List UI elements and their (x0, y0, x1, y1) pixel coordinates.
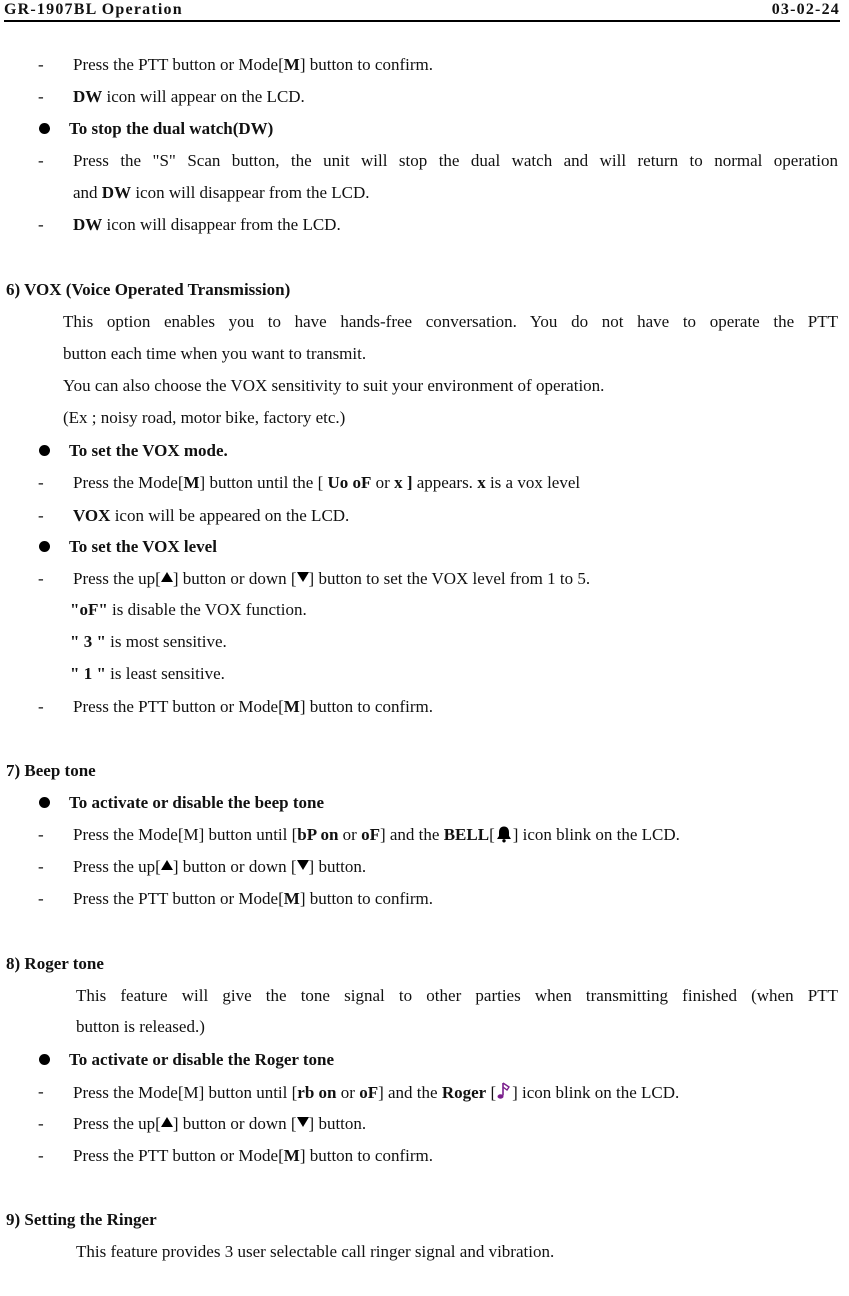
vox-paragraph-line1: This option enables you to have hands-free conversation. You do not have to operate the PTT (63, 312, 838, 331)
vox-level-1-line: " 1 " is least sensitive. (70, 664, 225, 683)
dash-marker: - (38, 697, 44, 716)
vox-paragraph-line4: (Ex ; noisy road, motor bike, factory etc.) (63, 408, 346, 427)
vox-paragraph-line2: button each time when you want to transmit. (63, 344, 367, 363)
down-arrow-icon (297, 860, 309, 870)
vox-confirm-line: Press the PTT button or Mode[M] button to confirm. (73, 697, 433, 716)
down-arrow-icon (297, 1117, 309, 1127)
vox-mode-line2: VOX icon will be appeared on the LCD. (73, 506, 350, 525)
bullet-dot (39, 445, 50, 456)
dash-marker: - (38, 569, 44, 588)
bullet-dot (39, 123, 50, 134)
dw-stop-paragraph-line1: Press the "S" Scan button, the unit will stop the dual watch and will return to normal operation (73, 151, 838, 170)
dw-icon-appear-line: DW icon will appear on the LCD. (73, 87, 305, 106)
page-header (4, 0, 840, 22)
dash-marker: - (38, 506, 44, 525)
section-heading-vox: 6) VOX (Voice Operated Transmission) (6, 280, 291, 299)
dash-marker: - (38, 55, 44, 74)
dash-marker: - (38, 857, 44, 876)
vox-paragraph-line3: You can also choose the VOX sensitivity to suit your environment of operation. (63, 376, 605, 395)
vox-level-line1: Press the up[ ] button or down [ ] button to set the VOX level from 1 to 5. (73, 569, 591, 588)
bullet-dot (39, 541, 50, 552)
dw-stop-heading: To stop the dual watch(DW) (69, 119, 274, 138)
dash-marker: - (38, 1146, 44, 1165)
vox-level-of-line: "oF" is disable the VOX function. (70, 600, 307, 619)
section-heading-ringer: 9) Setting the Ringer (6, 1210, 157, 1229)
document-date: 03-02-24 (771, 1, 840, 18)
roger-sub-heading: To activate or disable the Roger tone (69, 1050, 335, 1069)
section-heading-roger: 8) Roger tone (6, 954, 104, 973)
vox-mode-heading: To set the VOX mode. (69, 441, 228, 460)
down-arrow-icon (297, 572, 309, 582)
vox-level-heading: To set the VOX level (69, 537, 217, 556)
dash-marker: - (38, 87, 44, 106)
roger-paragraph-line1: This feature will give the tone signal to other parties when transmitting finished (when PTT (76, 986, 838, 1005)
roger-line1: Press the Mode[M] button until [rb on or oF] and the Roger [ ] icon blink on the LCD. (73, 1083, 680, 1102)
up-arrow-icon (161, 860, 173, 870)
dash-marker: - (38, 215, 44, 234)
roger-line3: Press the PTT button or Mode[M] button to confirm. (73, 1146, 433, 1165)
ringer-paragraph-line1: This feature provides 3 user selectable call ringer signal and vibration. (76, 1242, 555, 1261)
document-title: GR-1907BL Operation (4, 1, 183, 18)
dash-marker: - (38, 1082, 44, 1101)
dash-marker: - (38, 889, 44, 908)
vox-mode-line1: Press the Mode[M] button until the [ Uo oF or x ] appears. x is a vox level (73, 473, 581, 492)
roger-line2: Press the up[ ] button or down [ ] button. (73, 1114, 367, 1133)
vox-level-3-line: " 3 " is most sensitive. (70, 632, 227, 651)
dw-icon-disappear-line: DW icon will disappear from the LCD. (73, 215, 341, 234)
bullet-dot (39, 1054, 50, 1065)
roger-paragraph-line2: button is released.) (76, 1017, 205, 1036)
dash-marker: - (38, 1114, 44, 1133)
dash-marker: - (38, 825, 44, 844)
section-heading-beep: 7) Beep tone (6, 761, 96, 780)
up-arrow-icon (161, 572, 173, 582)
dw-stop-paragraph-line2: and DW icon will disappear from the LCD. (73, 183, 370, 202)
dash-marker: - (38, 473, 44, 492)
beep-sub-heading: To activate or disable the beep tone (69, 793, 324, 812)
up-arrow-icon (161, 1117, 173, 1127)
bullet-dot (39, 797, 50, 808)
dash-marker: - (38, 151, 44, 170)
beep-line3: Press the PTT button or Mode[M] button to confirm. (73, 889, 433, 908)
bell-icon (495, 825, 513, 843)
music-note-icon (496, 1081, 512, 1101)
beep-line2: Press the up[ ] button or down [ ] button. (73, 857, 367, 876)
beep-line1: Press the Mode[M] button until [bP on or oF] and the BELL[ ] icon blink on the LCD. (73, 825, 680, 844)
dw-confirm-line: Press the PTT button or Mode[M] button to confirm. (73, 55, 433, 74)
